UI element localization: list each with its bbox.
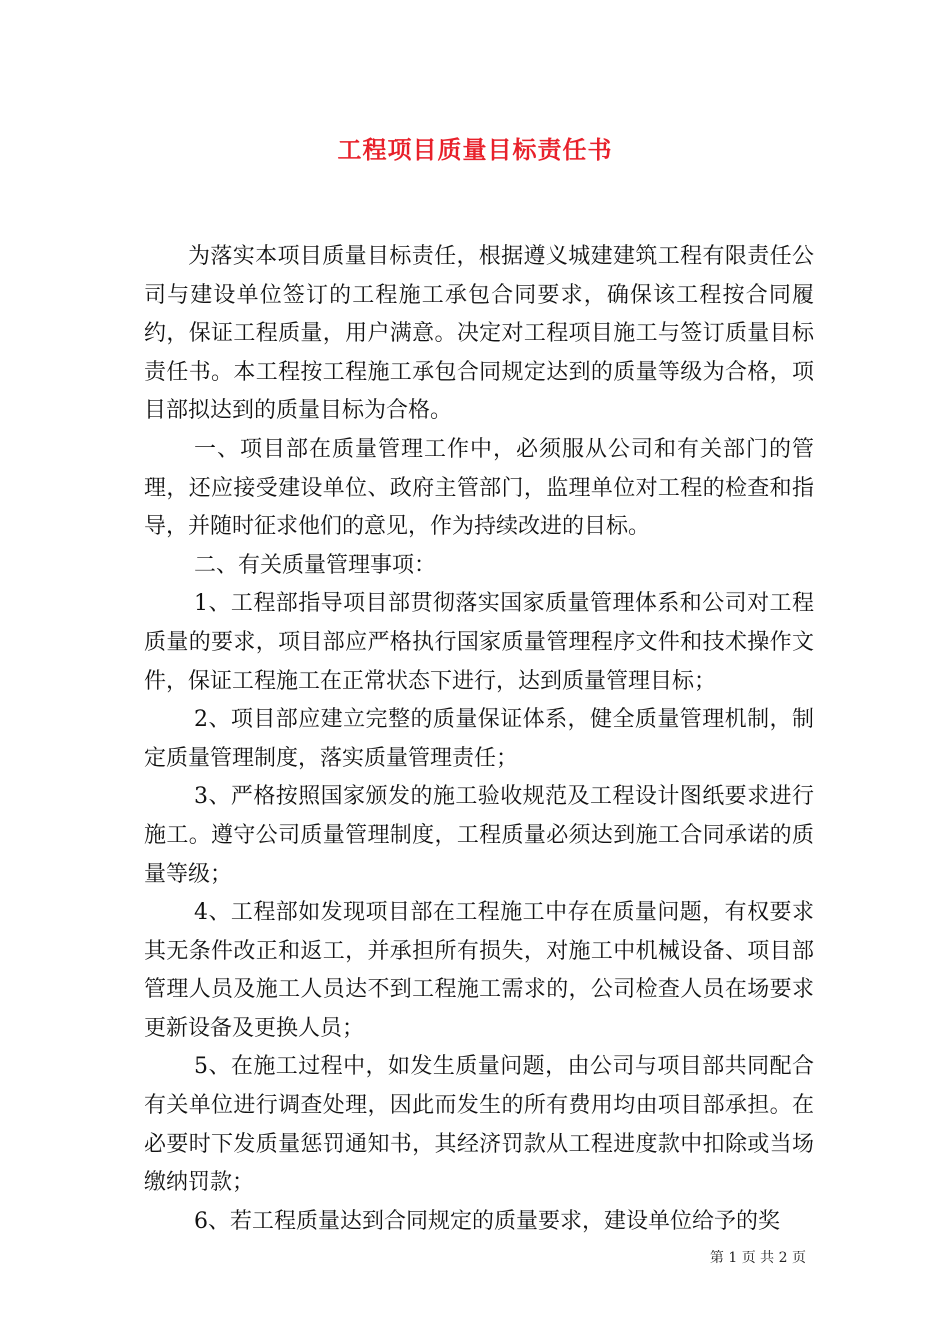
- paragraph-item-6: 6、若工程质量达到合同规定的质量要求，建设单位给予的奖: [194, 1208, 780, 1234]
- paragraph-intro: 为落实本项目质量目标责任，根据遵义城建建筑工程有限责任公司与建设单位签订的工程施工承包合同要求，确保该工程按合同履约，保证工程质量，用户满意。决定对工程项目施工与签订质量目标责任书。本工程按工程施工承包合同规定达到的质量等级为合格，项目部拟达到的质量目标为合格。: [144, 244, 814, 424]
- page-number: 第 1 页 共 2 页: [709, 1250, 806, 1266]
- paragraph-item-4: 4、工程部如发现项目部在工程施工中存在质量问题，有权要求其无条件改正和返工，并承担所有损失，对施工中机械设备、项目部管理人员及施工人员达不到工程施工需求的，公司检查人员在场要求更新设备及更换人员；: [144, 900, 814, 1041]
- paragraph-item-2: 2、项目部应建立完整的质量保证体系，健全质量管理机制，制定质量管理制度，落实质量管理责任；: [144, 707, 814, 771]
- document-body: [144, 238, 814, 1241]
- paragraph-item-3: 3、严格按照国家颁发的施工验收规范及工程设计图纸要求进行施工。遵守公司质量管理制度，工程质量必须达到施工合同承诺的质量等级；: [144, 784, 814, 887]
- document-title: 工程项目质量目标责任书: [337, 135, 613, 164]
- paragraph-section-2-heading: 二、有关质量管理事项：: [194, 552, 437, 578]
- paragraph-section-1: 一、项目部在质量管理工作中，必须服从公司和有关部门的管理，还应接受建设单位、政府主管部门，监理单位对工程的检查和指导，并随时征求他们的意见，作为持续改进的目标。: [144, 436, 814, 540]
- paragraph-item-5: 5、在施工过程中，如发生质量问题，由公司与项目部共同配合有关单位进行调查处理，因此而发生的所有费用均由项目部承担。在必要时下发质量惩罚通知书，其经济罚款从工程进度款中扣除或当场缴纳罚款；: [144, 1054, 814, 1196]
- paragraph-item-1: 1、工程部指导项目部贯彻落实国家质量管理体系和公司对工程质量的要求，项目部应严格执行国家质量管理程序文件和技术操作文件，保证工程施工在正常状态下进行，达到质量管理目标；: [144, 591, 814, 694]
